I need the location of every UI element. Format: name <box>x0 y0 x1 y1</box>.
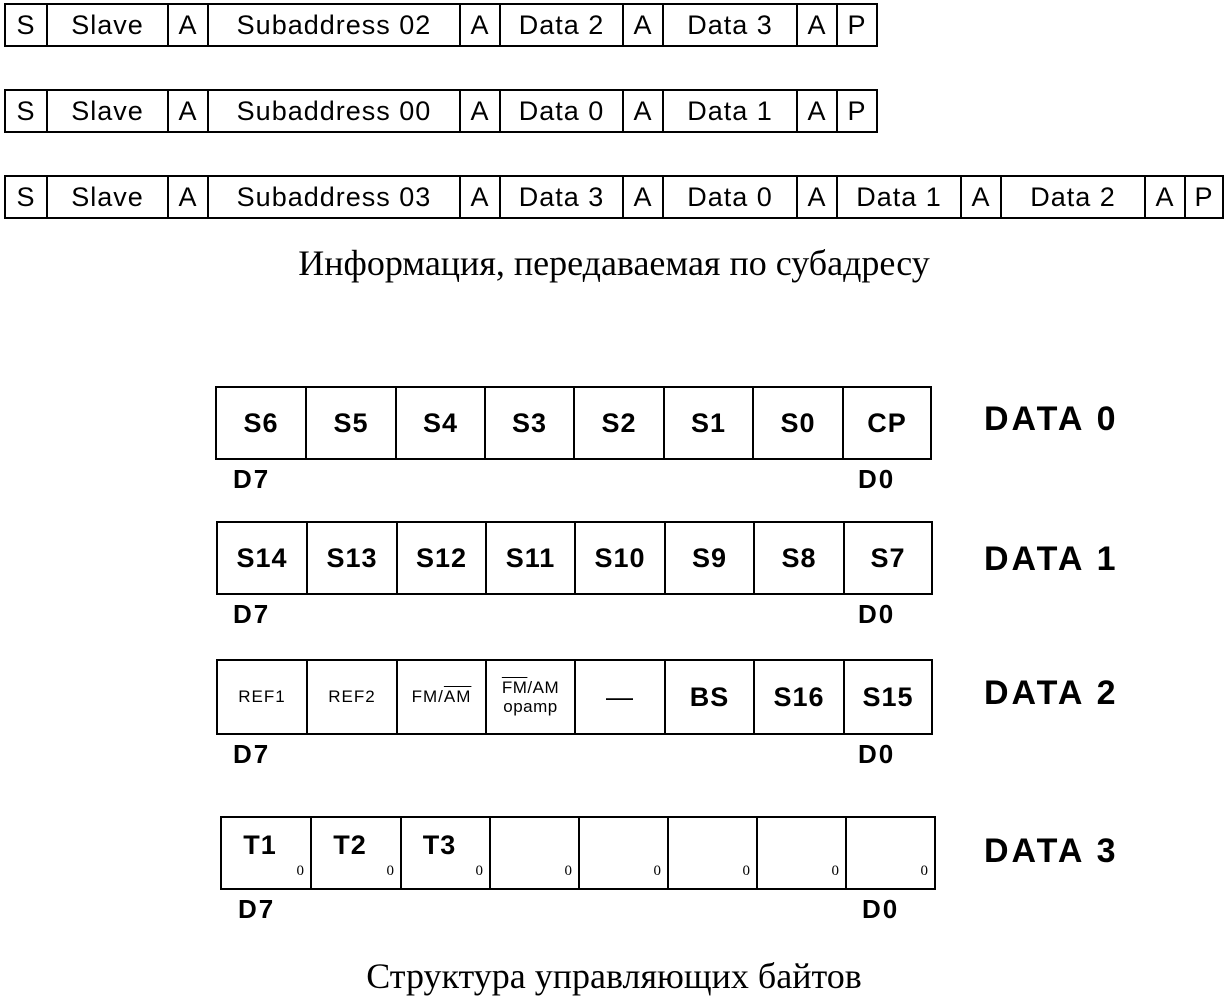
data3-bit6-text: T2 <box>333 829 367 860</box>
frame2-ack: A <box>622 89 664 133</box>
frame3-data: Data 0 <box>662 175 798 219</box>
frame3-ack: A <box>960 175 1002 219</box>
data3-bit5 <box>400 816 491 890</box>
data0-bit7: S6 <box>215 386 307 460</box>
data2-bit5 <box>396 659 487 735</box>
data2-msb-label: D7 <box>233 739 271 769</box>
data1-label: DATA 1 <box>984 540 1119 578</box>
data2-bit4 <box>485 659 576 735</box>
caption-control-bytes: Структура управляющих байтов <box>366 956 862 996</box>
data2-bit4-text: $\overline{FM}/AM$ <box>501 678 560 697</box>
data1-lsb-label: D0 <box>858 599 896 629</box>
frame2-ack: A <box>796 89 838 133</box>
frame1-ack: A <box>167 3 209 47</box>
data3-bit2 <box>667 816 758 890</box>
frame2-start: S <box>4 89 48 133</box>
frame2-ack: A <box>459 89 501 133</box>
data1-bit4: S11 <box>485 521 576 595</box>
frame3-ack: A <box>167 175 209 219</box>
data3-bit7-text: T1 <box>243 829 277 860</box>
data2-bit3: — <box>574 659 666 735</box>
data0-bit3: S2 <box>573 386 665 460</box>
data0-bit4: S3 <box>484 386 575 460</box>
data3-bit7 <box>220 816 312 890</box>
data3-lsb-label: D0 <box>862 894 900 924</box>
data0-bit2: S1 <box>663 386 754 460</box>
data2-bit2: BS <box>664 659 755 735</box>
data3-msb-label: D7 <box>238 894 276 924</box>
data0-label: DATA 0 <box>984 400 1119 438</box>
frame1-stop: P <box>836 3 878 47</box>
data2-bit0: S15 <box>843 659 933 735</box>
data2-bit4-line2: opamp <box>503 697 558 716</box>
register-data2 <box>216 659 933 735</box>
frame3-ack: A <box>796 175 838 219</box>
data3-bit0 <box>845 816 936 890</box>
data3-bit5-text: T3 <box>422 829 457 860</box>
frame1-data: Data 2 <box>499 3 624 47</box>
data1-bit0: S7 <box>843 521 933 595</box>
data2-bit1: S16 <box>753 659 845 735</box>
data0-lsb-label: D0 <box>858 464 896 494</box>
frame3-stop: P <box>1184 175 1224 219</box>
data3-bit4-sub: 0 <box>564 863 572 879</box>
data3-bit7-sub: 0 <box>296 863 304 879</box>
frame3-ack: A <box>459 175 501 219</box>
frame3-ack: A <box>1144 175 1186 219</box>
data2-bit5-text: $FM/\overline{AM}$ <box>411 687 472 706</box>
data0-bit0: CP <box>842 386 932 460</box>
frame2-data: Data 0 <box>499 89 624 133</box>
data0-msb-label: D7 <box>233 464 271 494</box>
data1-bit2: S9 <box>664 521 755 595</box>
frame2-slave: Slave <box>46 89 169 133</box>
data3-bit1-sub: 0 <box>831 863 839 879</box>
i2c-frame-3 <box>4 175 1224 219</box>
i2c-frame-2 <box>4 89 878 133</box>
data2-bit7: REF1 <box>216 659 308 735</box>
data1-bit6: S13 <box>306 521 398 595</box>
data1-bit7: S14 <box>216 521 308 595</box>
frame2-ack: A <box>167 89 209 133</box>
data0-bit1: S0 <box>752 386 844 460</box>
data1-bit5: S12 <box>396 521 487 595</box>
frame2-data: Data 1 <box>662 89 798 133</box>
data0-bit6: S5 <box>305 386 397 460</box>
data3-bit3 <box>578 816 669 890</box>
frame3-start: S <box>4 175 48 219</box>
frame1-slave: Slave <box>46 3 169 47</box>
data3-bit4 <box>489 816 580 890</box>
data3-label: DATA 3 <box>984 832 1119 870</box>
frame1-start: S <box>4 3 48 47</box>
data3-bit3-sub: 0 <box>653 863 661 879</box>
data3-bit2-sub: 0 <box>742 863 750 879</box>
frame3-data: Data 1 <box>836 175 962 219</box>
frame3-data: Data 2 <box>1000 175 1146 219</box>
frame3-slave: Slave <box>46 175 169 219</box>
frame1-data: Data 3 <box>662 3 798 47</box>
data3-bit5-sub: 0 <box>475 863 483 879</box>
frame2-subaddress: Subaddress 00 <box>207 89 461 133</box>
frame3-ack: A <box>622 175 664 219</box>
data0-bit5: S4 <box>395 386 486 460</box>
data1-msb-label: D7 <box>233 599 271 629</box>
data2-bit6: REF2 <box>306 659 398 735</box>
caption-subaddress-info: Информация, передаваемая по субадресу <box>298 243 930 283</box>
register-data3 <box>220 816 936 890</box>
data2-label: DATA 2 <box>984 674 1119 712</box>
frame1-ack: A <box>622 3 664 47</box>
frame1-ack: A <box>796 3 838 47</box>
data3-bit0-sub: 0 <box>920 863 928 879</box>
data2-lsb-label: D0 <box>858 739 896 769</box>
data3-bit6-sub: 0 <box>386 863 394 879</box>
frame1-ack: A <box>459 3 501 47</box>
data3-bit1 <box>756 816 847 890</box>
i2c-frame-1 <box>4 3 878 47</box>
frame1-subaddress: Subaddress 02 <box>207 3 461 47</box>
frame3-subaddress: Subaddress 03 <box>207 175 461 219</box>
register-data0 <box>215 386 932 460</box>
data1-bit3: S10 <box>574 521 666 595</box>
data3-bit6 <box>310 816 402 890</box>
frame3-data: Data 3 <box>499 175 624 219</box>
frame2-stop: P <box>836 89 878 133</box>
register-data1 <box>216 521 933 595</box>
data1-bit1: S8 <box>753 521 845 595</box>
